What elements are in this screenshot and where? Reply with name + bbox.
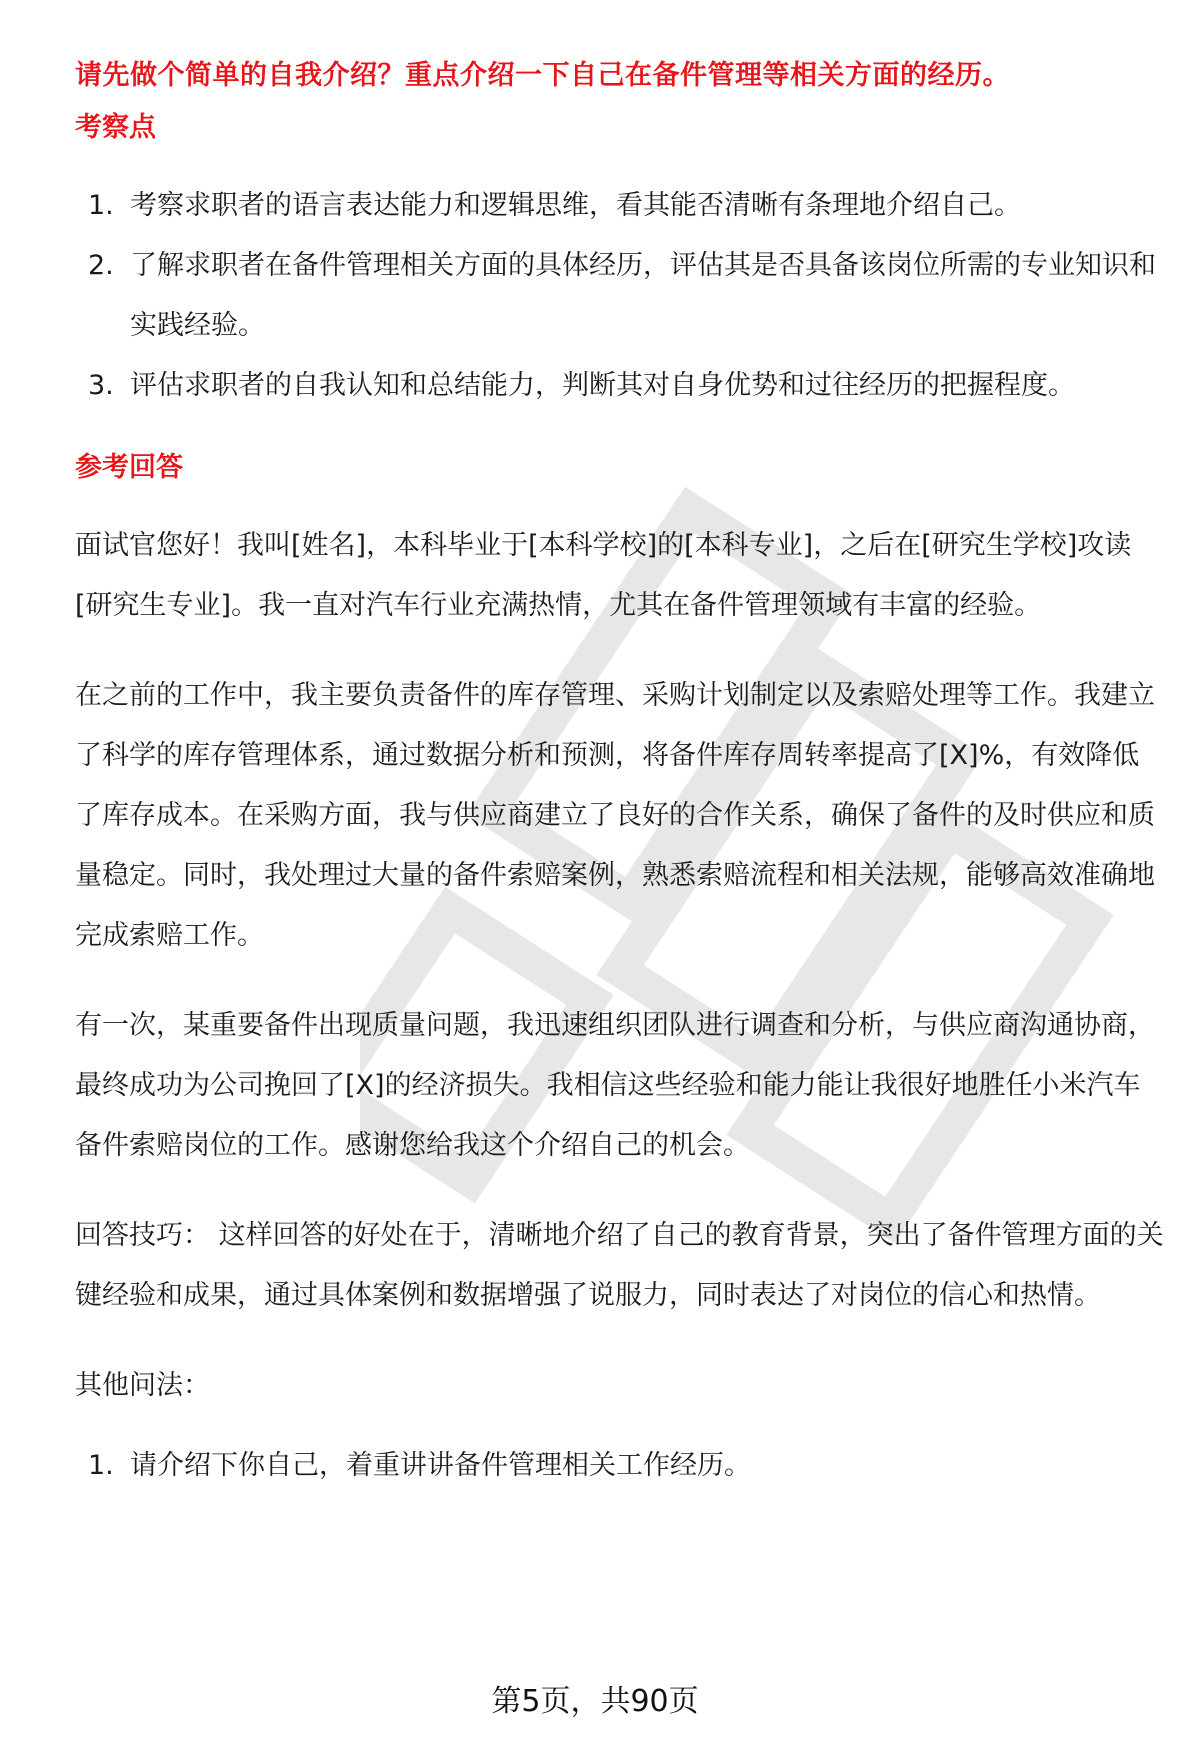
other-questions-list	[75, 1436, 1165, 1496]
focus-section-title: 考察点	[75, 112, 156, 143]
document-body	[75, 50, 1165, 1522]
list-item-text: 评估求职者的自我认知和总结能力，判断其对自身优势和过往经历的把握程度。	[130, 370, 1075, 401]
list-item-number: 3.	[88, 370, 114, 401]
list-item-text: 考察求职者的语言表达能力和逻辑思维，看其能否清晰有条理地介绍自己。	[130, 190, 1021, 221]
question-heading: 请先做个简单的自我介绍？重点介绍一下自己在备件管理等相关方面的经历。	[75, 60, 1010, 91]
list-item	[75, 356, 1165, 416]
list-item-number: 2.	[88, 250, 114, 281]
page-number: 第5页，共90页	[491, 1684, 699, 1719]
answer-paragraph: 在之前的工作中，我主要负责备件的库存管理、采购计划制定以及索赔处理等工作。我建立了科学的库存管理体系，通过数据分析和预测，将备件库存周转率提高了[X]%，有效降低了库存成本。在采购方面，我与供应商建立了良好的合作关系，确保了备件的及时供应和质量稳定。同时，我处理过大量的备件索赔案例，熟悉索赔流程和相关法规，能够高效准确地完成索赔工作。	[75, 680, 1155, 951]
answer-tips: 回答技巧： 这样回答的好处在于，清晰地介绍了自己的教育背景，突出了备件管理方面的关键经验和成果，通过具体案例和数据增强了说服力，同时表达了对岗位的信心和热情。	[75, 1220, 1164, 1311]
answer-section-title: 参考回答	[75, 452, 183, 483]
focus-points-list	[75, 176, 1165, 416]
answer-paragraph: 有一次，某重要备件出现质量问题，我迅速组织团队进行调查和分析，与供应商沟通协商，最终成功为公司挽回了[X]的经济损失。我相信这些经验和能力能让我很好地胜任小米汽车备件索赔岗位的工作。感谢您给我这个介绍自己的机会。	[75, 1010, 1155, 1161]
other-questions-title: 其他问法：	[75, 1370, 210, 1401]
list-item	[75, 176, 1165, 236]
list-item	[75, 1436, 1165, 1496]
list-item-text: 请介绍下你自己，着重讲讲备件管理相关工作经历。	[130, 1450, 751, 1481]
list-item	[75, 236, 1165, 356]
answer-paragraph: 面试官您好！我叫[姓名]，本科毕业于[本科学校]的[本科专业]，之后在[研究生学校]攻读[研究生专业]。我一直对汽车行业充满热情，尤其在备件管理领域有丰富的经验。	[75, 530, 1132, 621]
list-item-text: 了解求职者在备件管理相关方面的具体经历，评估其是否具备该岗位所需的专业知识和实践经验。	[130, 250, 1156, 341]
list-item-number: 1.	[88, 190, 114, 221]
list-item-number: 1.	[88, 1450, 114, 1481]
